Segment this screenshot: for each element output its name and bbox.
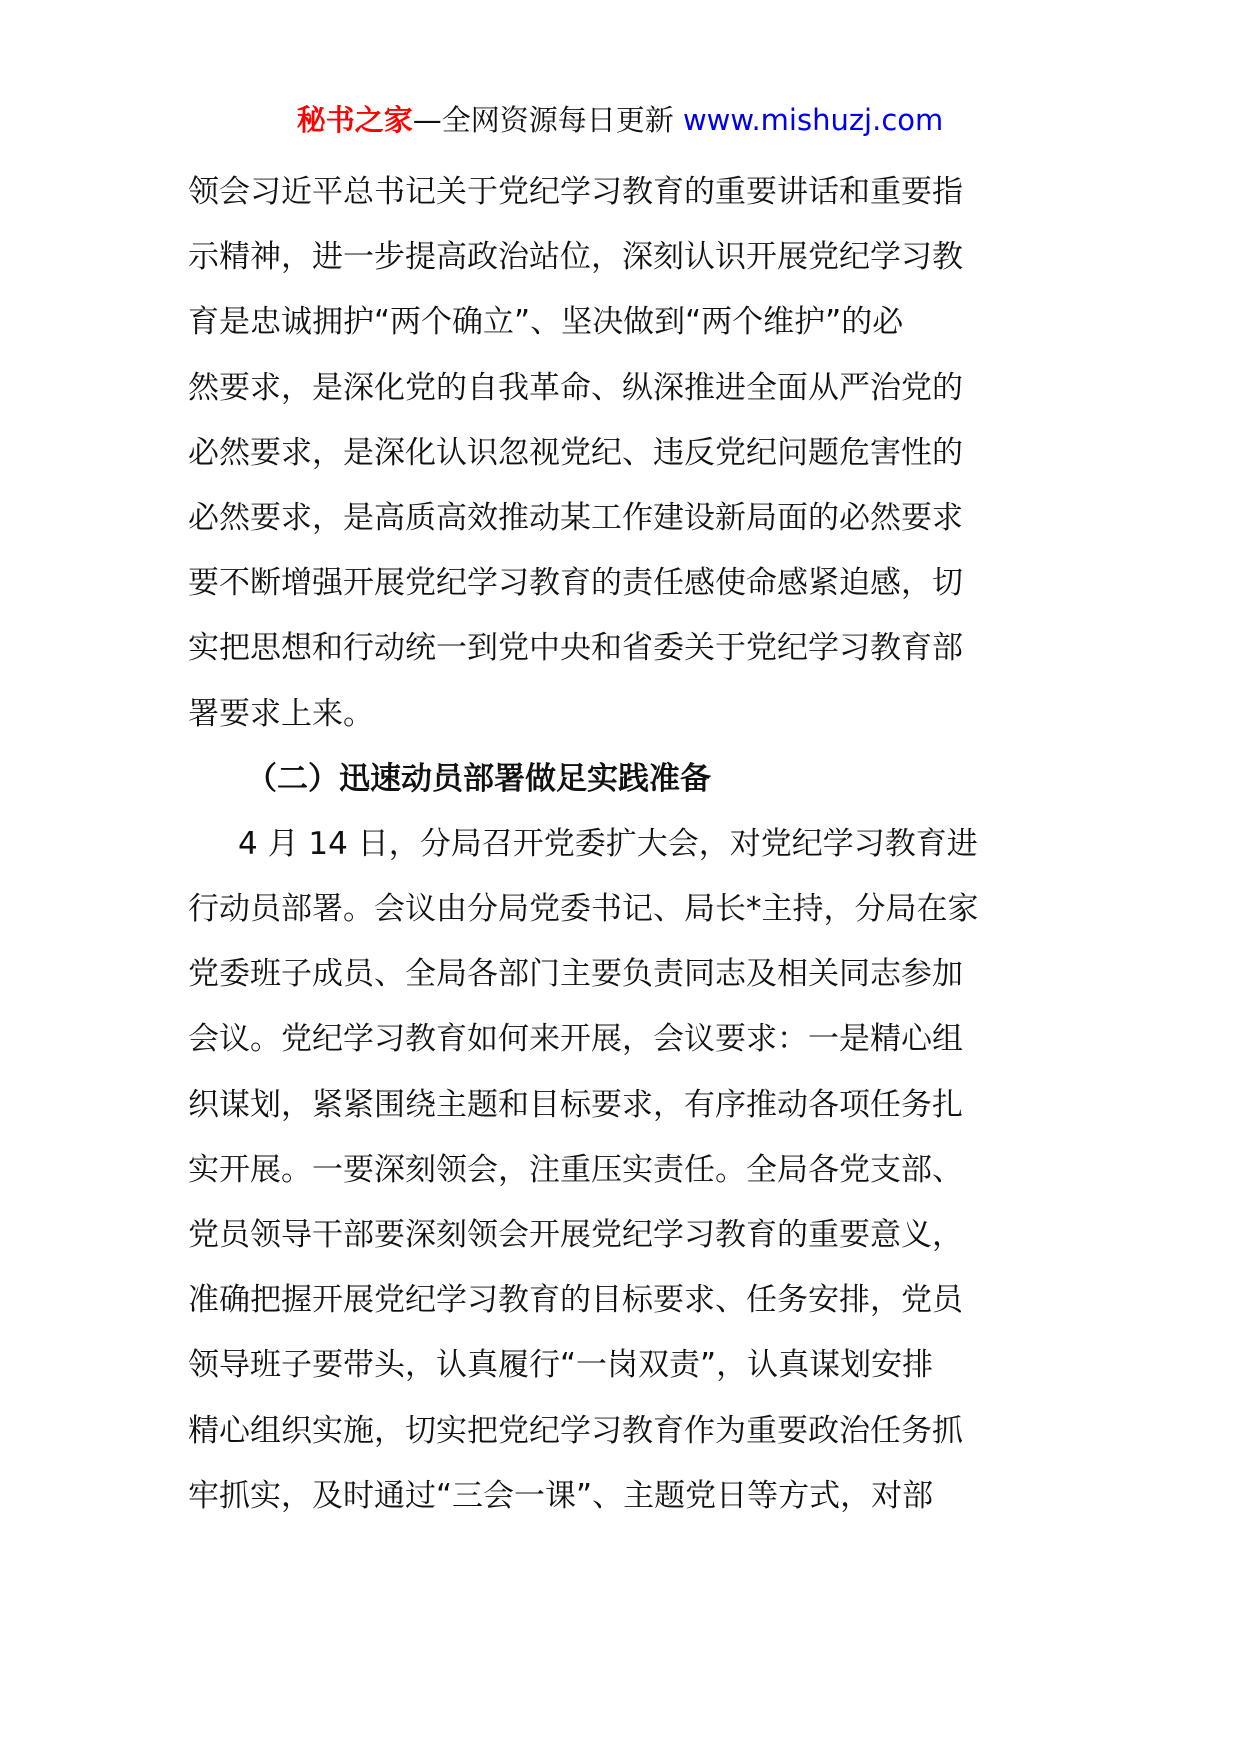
body-line: 要不断增强开展党纪学习教育的责任感使命感紧迫感，切: [188, 565, 963, 602]
body-line: 必然要求，是深化认识忽视党纪、违反党纪问题危害性的: [188, 434, 963, 471]
body-line: 实把思想和行动统一到党中央和省委关于党纪学习教育部: [188, 630, 963, 667]
site-brand: 秘书之家: [296, 103, 413, 137]
body-line: 领会习近平总书记关于党纪学习教育的重要讲话和重要指: [188, 174, 963, 210]
section-heading: （二）迅速动员部署做足实践准备: [246, 760, 711, 797]
body-line: 织谋划，紧紧围绕主题和目标要求，有序推动各项任务扎: [188, 1086, 963, 1123]
body-line: 行动员部署。会议由分局党委书记、局长*主持，分局在家: [188, 891, 979, 928]
document-body: [188, 160, 1062, 1529]
body-line: 实开展。一要深刻领会，注重压实责任。全局各党支部、: [188, 1151, 963, 1188]
body-line: 然要求，是深化党的自我革命、纵深推进全面从严治党的: [188, 369, 963, 406]
body-line: 党委班子成员、全局各部门主要负责同志及相关同志参加: [188, 956, 963, 993]
body-line: 必然要求，是高质高效推动某工作建设新局面的必然要求: [188, 499, 963, 536]
site-tagline: —全网资源每日更新: [412, 103, 674, 137]
body-line: 牢抓实，及时通过“三会一课”、主题党日等方式，对部: [188, 1477, 934, 1514]
body-line: 准确把握开展党纪学习教育的目标要求、任务安排，党员: [188, 1282, 963, 1319]
site-url-link[interactable]: www.mishuzj.com: [682, 103, 944, 137]
body-line: 育是忠诚拥护“两个确立”、坚决做到“两个维护”的必: [188, 304, 904, 341]
body-line: 示精神，进一步提高政治站位，深刻认识开展党纪学习教: [188, 239, 963, 276]
body-line: 会议。党纪学习教育如何来开展，会议要求：一是精心组: [188, 1021, 963, 1058]
body-line: 精心组织实施，切实把党纪学习教育作为重要政治任务抓: [188, 1412, 963, 1449]
body-line: 4 月 14 日，分局召开党委扩大会，对党纪学习教育进: [238, 825, 978, 862]
body-line: 署要求上来。: [188, 695, 374, 732]
site-header: [0, 100, 1240, 140]
body-line: 领导班子要带头，认真履行“一岗双责”，认真谋划安排: [188, 1347, 934, 1384]
body-line: 党员领导干部要深刻领会开展党纪学习教育的重要意义，: [188, 1217, 963, 1253]
